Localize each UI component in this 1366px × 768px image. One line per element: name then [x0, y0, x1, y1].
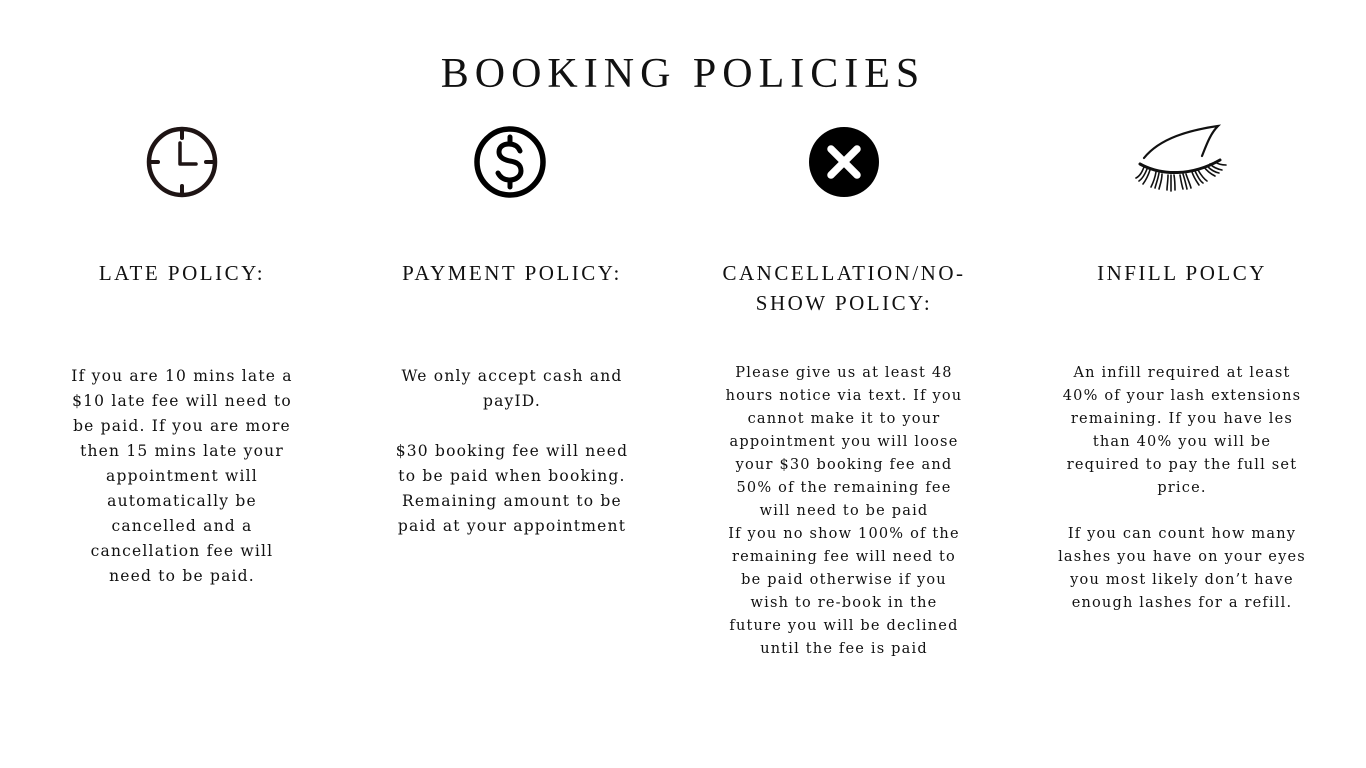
policy-body: We only accept cash and payID. $30 booking fee will need to be paid when booking. Remaining amount to be paid at your appointment — [395, 367, 629, 535]
policy-heading: PAYMENT POLICY: — [402, 261, 622, 285]
policy-body: If you are 10 mins late a $10 late fee will need to be paid. If you are more then 15 mins late your appointment will automatically be cancelled and a cancellation fee will need to be paid. — [71, 367, 293, 585]
policy-payment — [362, 120, 662, 539]
policy-body: An infill required at least 40% of your lash extensions remaining. If you have les than 40% you will be required to pay the full set price. If you can count how many lashes you have on your eyes you most likely don’t have enough lashes for a refill. — [1058, 365, 1306, 611]
dollar-icon — [362, 122, 662, 202]
policy-late — [32, 120, 332, 589]
cancel-x-icon — [694, 122, 994, 202]
eyelash-icon — [1032, 122, 1332, 202]
policy-infill — [1032, 120, 1332, 615]
policy-body: Please give us at least 48 hours notice via text. If you cannot make it to your appointment you will loose your $30 booking fee and 50% of the remaining fee will need to be paid If you no show 100% of the remaining fee will need to be paid otherwise if you wish to re-book in the future you will be declined until the fee is paid — [725, 365, 963, 657]
policy-heading: CANCELLATION/NO-SHOW POLICY: — [722, 261, 966, 315]
policy-heading: LATE POLICY: — [98, 261, 266, 285]
clock-icon — [32, 122, 332, 202]
policy-heading: INFILL POLCY — [1097, 261, 1267, 285]
page-title: BOOKING POLICIES — [440, 51, 926, 97]
policy-cancellation — [694, 120, 994, 661]
